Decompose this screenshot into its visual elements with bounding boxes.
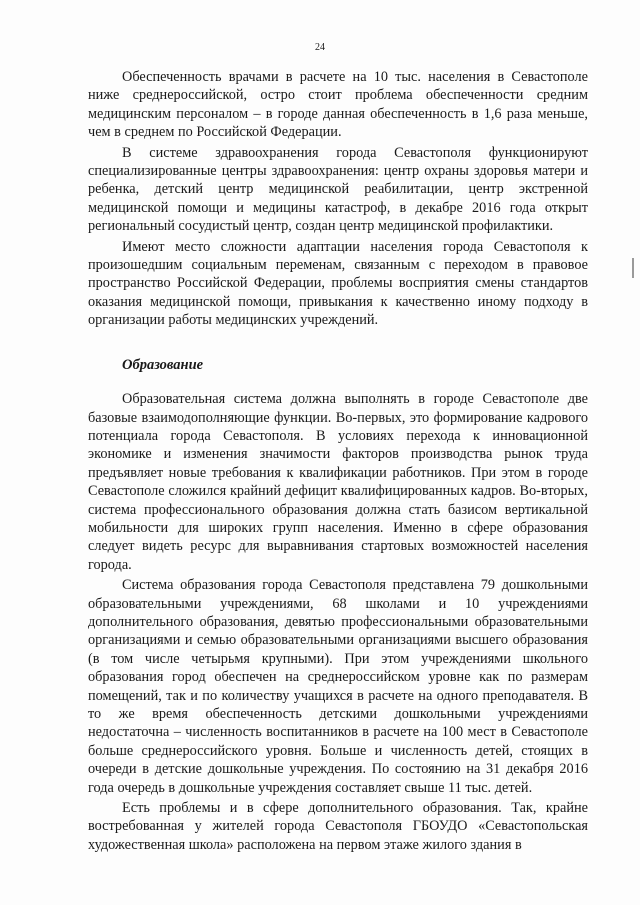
section-heading-education: Образование [122,356,204,373]
paragraph-education-functions: Образовательная система должна выполнять в городе Севастополе две базовые взаимодополняющие функции. Во-первых, это формирование кадрового потенциала города Севастополя. В условиях перехода к инновационной экономике и изменения значимости факторов производства рынок труда предъявляет новые требования к квалификации работников. При этом в городе Севастополе сложился крайний дефицит квалифицированных кадров. Во-вторых, система профессионального образования должна стать базисом вертикальной мобильности для широких групп населения. Именно в сфере образования следует видеть ресурс для выравнивания стартовых возможностей населения города. [88,391,588,573]
paragraph-doctors: Обеспеченность врачами в расчете на 10 тыс. населения в Севастополе ниже среднероссийской, остро стоит проблема обеспеченности средним медицинским персоналом – в городе данная обеспеченность в 1,6 раза меньше, чем в среднем по Российской Федерации. [88,69,588,141]
paragraph-health-centers: В системе здравоохранения города Севастополя функционируют специализированные центры здравоохранения: центр охраны здоровья матери и ребенка, детский центр медицинской реабилитации, центр экстренной медицинской помощи и медицины катастроф, в декабре 2016 года открыт региональный сосудистый центр, создан центр медицинской профилактики. [88,144,588,235]
scan-margin-mark [632,258,634,278]
paragraph-additional-education: Есть проблемы и в сфере дополнительного образования. Так, крайне востребованная у жителей города Севастополя ГБОУДО «Севастопольская художественная школа» расположена на первом этаже жилого здания в [88,800,588,853]
page-number: 24 [315,42,325,53]
paragraph-education-system: Система образования города Севастополя представлена 79 дошкольными образовательными учреждениями, 68 школами и 10 учреждениями дополнительного образования, девятью профессиональными образовательными организациями и семью образовательными организациями высшего образования (в том числе четырьмя крупными). При этом учреждениями школьного образования город обеспечен на среднероссийском уровне как по размерам помещений, так и по количеству учащихся в расчете на одного преподавателя. В то же время обеспеченность детскими дошкольными учреждениями недостаточна – численность воспитанников в расчете на 100 мест в Севастополе больше среднероссийского уровня. Больше и численность детей, стоящих в очереди в детские дошкольные учреждения. По состоянию на 31 декабря 2016 года очередь в дошкольные учреждения составляет свыше 11 тыс. детей. [88,577,588,796]
paragraph-adaptation: Имеют место сложности адаптации населения города Севастополя к произошедшим социальным переменам, связанным с переходом в правовое пространство Российской Федерации, проблемы восприятия смены стандартов оказания медицинской помощи, привыкания к качественно иному подходу в организации работы медицинских учреждений. [88,238,588,329]
document-body [88,68,588,854]
